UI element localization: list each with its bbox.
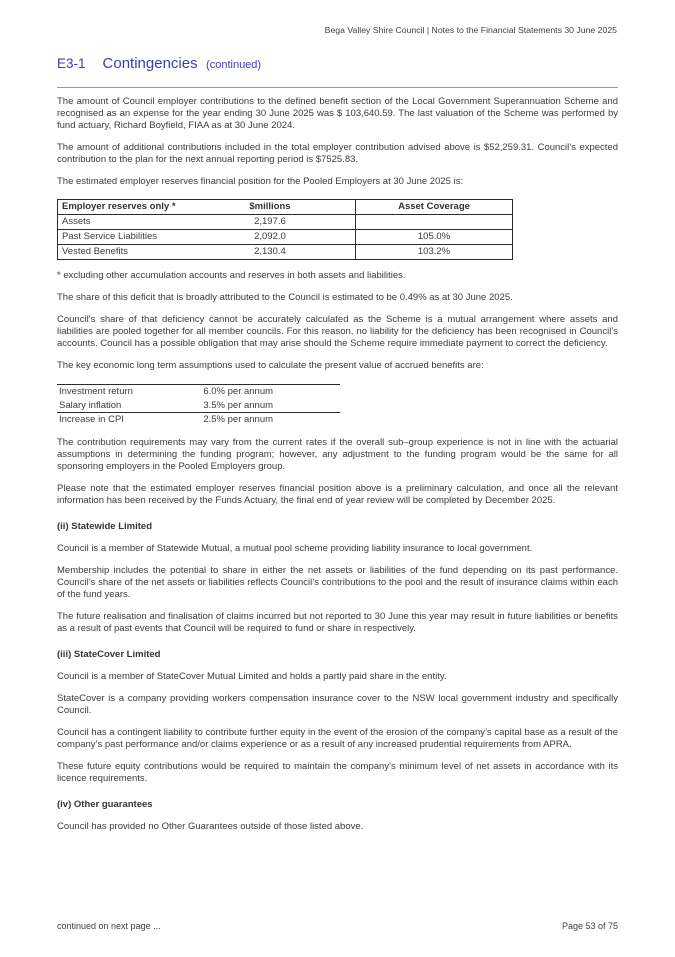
paragraph-deficit-share: The share of this deficit that is broadly attributed to the Council is estimated to be 0.49% as at 30 June 2025. xyxy=(57,292,513,303)
assumption-row xyxy=(57,413,340,427)
paragraph-assumptions-intro: The key economic long term assumptions used to calculate the present value of accrued benefits are: xyxy=(57,360,484,371)
page-content xyxy=(57,55,618,833)
row-label: Past Service Liabilities xyxy=(58,230,185,245)
heading-statecover-limited: (iii) StateCover Limited xyxy=(57,648,161,660)
paragraph-statecover-equity-contributions: These future equity contributions would be required to maintain the company’s minimum level of net assets in accordance with its licence requirements. xyxy=(57,760,618,784)
page-number: Page 53 of 75 xyxy=(561,921,618,931)
row-coverage-value: 103.2% xyxy=(356,245,513,260)
paragraph-contribution-requirements: The contribution requirements may vary from the current rates if the overall sub–group experience is not in line with the actuarial assumptions in determining the funding program; however, any adjustment to the funding program would be the same for all sponsoring employers in the Pooled Employers group. xyxy=(57,436,618,472)
assumption-row xyxy=(57,399,340,413)
running-header: Bega Valley Shire Council | Notes to the Financial Statements 30 June 2025 xyxy=(324,25,617,35)
row-coverage-value: 105.0% xyxy=(356,230,513,245)
column-header-asset-coverage: Asset Coverage xyxy=(356,200,513,215)
assumption-value: 2.5% per annum xyxy=(203,414,274,425)
column-header-employer-reserves: Employer reserves only * xyxy=(62,201,176,212)
paragraph-statecover-member: Council is a member of StateCover Mutual Limited and holds a partly paid share in the entity. xyxy=(57,670,447,682)
table-row xyxy=(58,245,513,260)
section-name: Contingencies xyxy=(102,55,198,72)
column-header-millions: $millions xyxy=(249,201,291,212)
row-label: Vested Benefits xyxy=(58,245,185,260)
paragraph-employer-contributions: The amount of Council employer contributions to the defined benefit section of the Local Government Superannuation Scheme and recognised as an expense for the year ending 30 June 2025 was $ 103,640.59. The last valuation of the Scheme was performed by fund actuary, Richard Boyfield, FIAA as at 30 June 2024. xyxy=(57,96,618,131)
paragraph-additional-contributions: The amount of additional contributions included in the total employer contribution advised above is $52,259.31. Council’s expected contribution to the plan for the next annual reporting period is $7525.83. xyxy=(57,142,618,165)
table-row xyxy=(58,230,513,245)
paragraph-statewide-claims: The future realisation and finalisation of claims incurred but not reported to 30 June this year may result in future liabilities or benefits as a result of past events that Council will be required to fund or share in respectively. xyxy=(57,610,618,634)
paragraph-preliminary-calculation: Please note that the estimated employer reserves financial position above is a preliminary calculation, and once all the relevant information has been received by the Funds Actuary, the final end of year review will be completed by December 2025. xyxy=(57,482,618,506)
section-code: E3-1 xyxy=(57,56,86,71)
assumption-row xyxy=(57,385,340,399)
assumption-value: 3.5% per annum xyxy=(201,399,340,413)
assumption-label: Salary inflation xyxy=(57,399,201,413)
employer-reserves-table xyxy=(57,199,513,260)
row-millions-value: 2,130.4 xyxy=(185,245,356,260)
assumption-label: Increase in CPI xyxy=(59,414,124,425)
row-label: Assets xyxy=(58,215,185,230)
paragraph-statewide-membership: Membership includes the potential to share in either the net assets or liabilities of the fund depending on its past performance. Council’s share of the net assets or liabilities reflects Council’s contributions to the pool and the result of insurance claims within each of the fund years. xyxy=(57,564,618,600)
paragraph-deficiency-explanation: Council’s share of that deficiency cannot be accurately calculated as the Scheme is a mutual arrangement where assets and liabilities are pooled together for all member councils. For this reason, no liability for the deficiency has been recognised in Council’s accounts. Council has a possible obligation that may arise should the Scheme require immediate payment to correct the deficiency. xyxy=(57,314,618,349)
assumption-value: 6.0% per annum xyxy=(203,386,274,397)
paragraph-reserves-position-intro: The estimated employer reserves financial position for the Pooled Employers at 30 June 2025 is: xyxy=(57,176,464,187)
heading-other-guarantees: (iv) Other guarantees xyxy=(57,798,153,810)
heading-statewide-limited: (ii) Statewide Limited xyxy=(57,520,153,532)
paragraph-statecover-contingent-liability: Council has a contingent liability to contribute further equity in the event of the erosion of the company’s capital base as a result of the company’s past performance and/or claims experience or as a result of any increased prudential requirements from APRA. xyxy=(57,726,618,750)
continued-note: continued on next page ... xyxy=(57,921,161,931)
row-coverage-value xyxy=(356,215,513,230)
row-millions-value: 2,197.6 xyxy=(185,215,356,230)
table-header-row xyxy=(58,200,513,215)
table-footnote: * excluding other accumulation accounts and reserves in both assets and liabilities. xyxy=(57,270,406,281)
paragraph-statewide-member: Council is a member of Statewide Mutual, a mutual pool scheme providing liability insurance to local government. xyxy=(57,542,533,554)
paragraph-other-guarantees: Council has provided no Other Guarantees outside of those listed above. xyxy=(57,820,364,832)
table-row xyxy=(58,215,513,230)
paragraph-statecover-company: StateCover is a company providing workers compensation insurance cover to the NSW local government industry and specifically Council. xyxy=(57,692,618,716)
assumption-label: Investment return xyxy=(59,386,133,397)
section-continued-label: (continued) xyxy=(206,59,262,71)
economic-assumptions-table xyxy=(57,384,340,427)
title-divider xyxy=(57,87,618,88)
page-footer xyxy=(57,921,618,931)
section-title xyxy=(57,55,618,73)
row-millions-value: 2,092.0 xyxy=(185,230,356,245)
